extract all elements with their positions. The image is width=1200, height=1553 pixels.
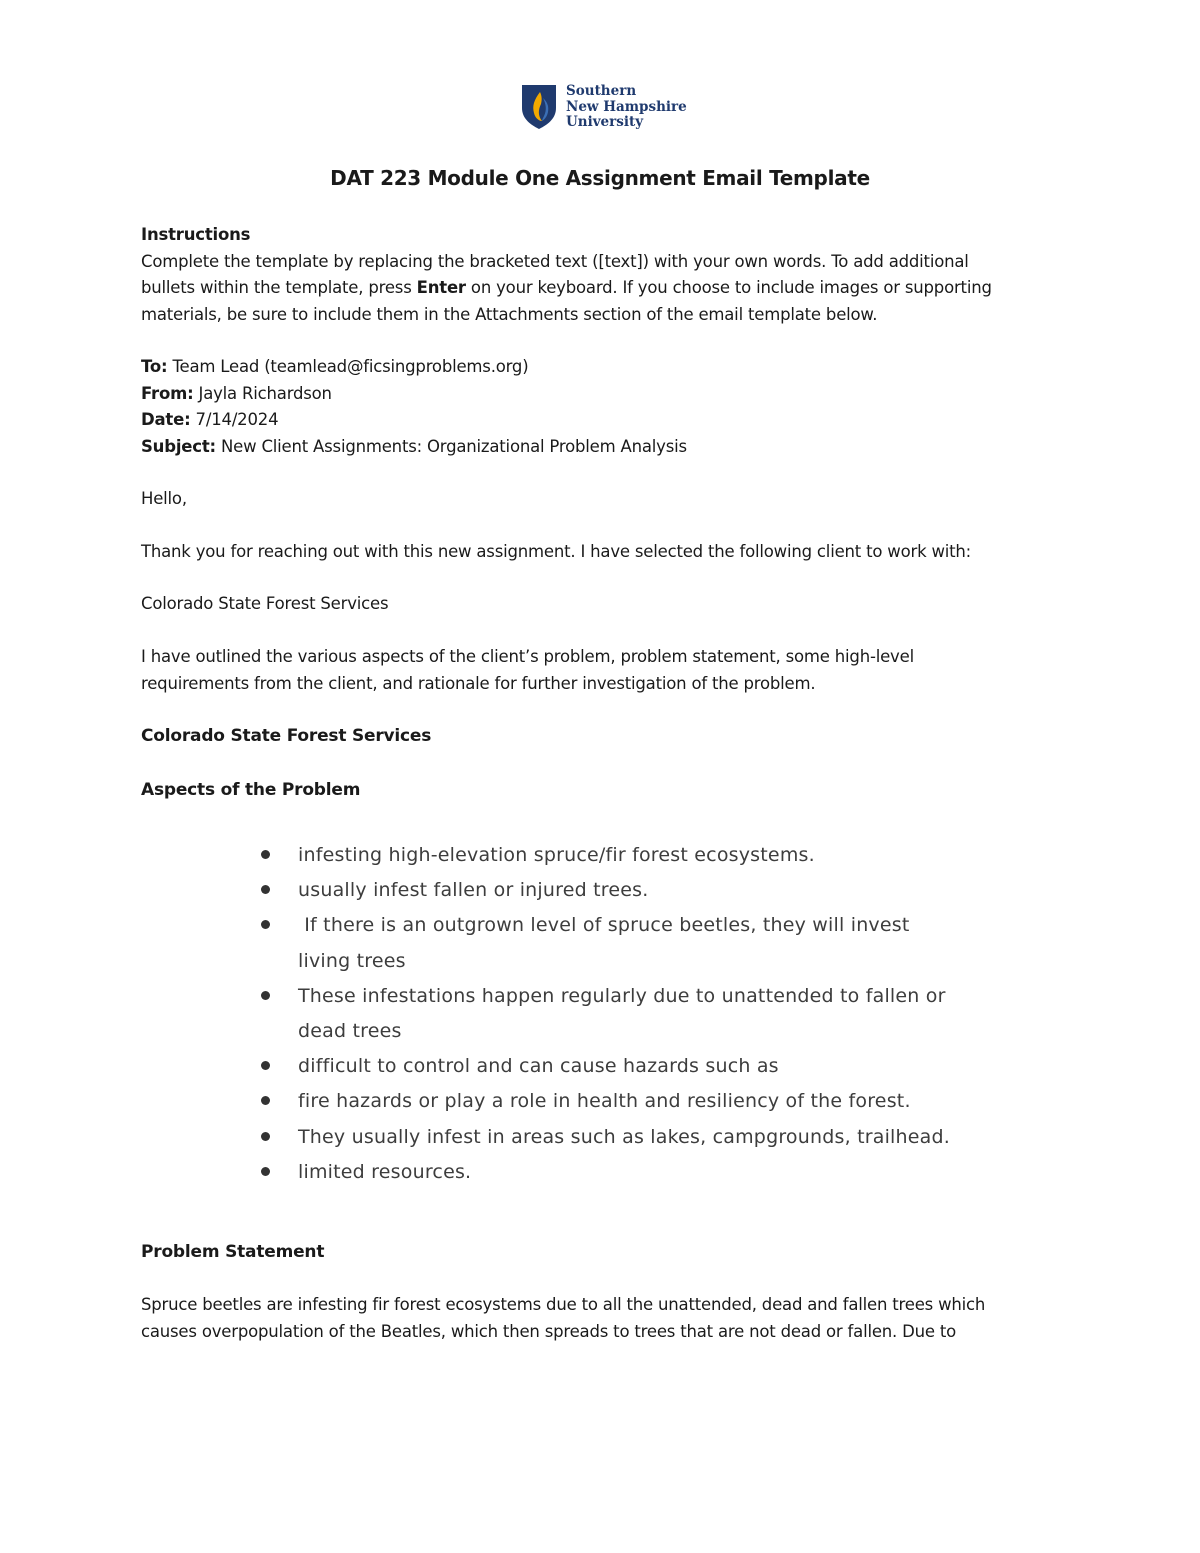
problem-line-1: Spruce beetles are infesting fir forest ecosystems due to all the unattended, dead and fallen trees which [141,1295,986,1314]
document-title: DAT 223 Module One Assignment Email Template [330,166,870,190]
logo-line-2: New Hampshire [566,98,687,115]
bullet-icon [261,1167,270,1176]
intro-paragraph: Thank you for reaching out with this new assignment. I have selected the following client to work with: [141,542,972,561]
bullet-text-continued: dead trees [298,1020,402,1043]
bullet-icon [261,1096,270,1105]
list-item [0,979,1068,1049]
instructions-heading: Instructions [141,225,251,244]
logo-line-3: University [566,114,644,130]
logo-wordmark [566,84,687,131]
bullet-text: difficult to control and can cause hazards such as [298,1055,779,1078]
outline-line-2: requirements from the client, and rationale for further investigation of the problem. [141,673,816,693]
client-heading: Colorado State Forest Services [141,726,432,746]
to-label: To: [141,357,168,376]
subject-value: New Client Assignments: Organizational Problem Analysis [215,436,687,456]
bullet-text: limited resources. [298,1160,472,1183]
list-item [0,838,1068,873]
from-value: Jayla Richardson [193,383,332,403]
problem-line-2: causes overpopulation of the Beatles, which then spreads to trees that are not dead or fallen. Due to [141,1321,957,1341]
list-item [0,873,1068,908]
bullet-text: If there is an outgrown level of spruce beetles, they will invest [298,914,910,937]
instructions-line-2-pre: bullets within the template, press [141,278,417,297]
to-value: Team Lead (teamlead@ficsingproblems.org) [167,357,529,376]
logo-line-1: Southern [566,83,637,99]
bullet-icon [261,920,270,929]
from-row [141,381,1081,408]
bullet-text: infesting high-elevation spruce/fir forest ecosystems. [298,844,815,866]
aspects-list [0,838,1068,1190]
bullet-icon [261,885,270,894]
problem-statement-heading: Problem Statement [141,1242,325,1262]
enter-key-label: Enter [416,278,466,297]
subject-row [141,434,1081,461]
list-item [0,1155,1068,1190]
bullet-text: They usually infest in areas such as lakes, campgrounds, trailhead. [298,1125,951,1148]
bullet-icon [261,850,270,859]
date-row [141,407,1081,434]
list-item [0,1084,1068,1119]
bullet-text: These infestations happen regularly due to unattended to fallen or [298,984,946,1007]
instructions-line-3: materials, be sure to include them in the Attachments section of the email template below. [141,304,878,324]
snhu-logo [521,84,687,131]
aspects-heading: Aspects of the Problem [141,780,361,800]
problem-statement-paragraph [141,1292,1081,1345]
date-value: 7/14/2024 [190,410,279,429]
bullet-icon [261,1132,270,1141]
subject-label: Subject: [141,436,216,456]
instructions-line-2 [141,275,1081,302]
bullet-text: usually infest fallen or injured trees. [298,879,649,902]
instructions-line-1: Complete the template by replacing the bracketed text ([text]) with your own words. To add additional [141,251,969,271]
list-item [0,1049,1068,1084]
outline-paragraph [141,644,1081,697]
shield-flame-icon [521,84,557,130]
greeting: Hello, [141,489,187,508]
list-item [0,908,1068,978]
instructions-line-2-post: on your keyboard. If you choose to include images or supporting [465,278,992,297]
bullet-icon [261,1061,270,1070]
bullet-text: fire hazards or play a role in health and resiliency of the forest. [298,1090,911,1113]
bullet-text-continued: living trees [298,949,406,972]
client-name: Colorado State Forest Services [141,594,389,613]
date-label: Date: [141,410,191,429]
to-row [141,354,1081,381]
instructions-section [141,222,1081,328]
bullet-icon [261,991,270,1000]
list-item [0,1120,1068,1155]
from-label: From: [141,383,194,403]
email-header [141,354,1081,460]
outline-line-1: I have outlined the various aspects of the client’s problem, problem statement, some high-level [141,647,914,666]
